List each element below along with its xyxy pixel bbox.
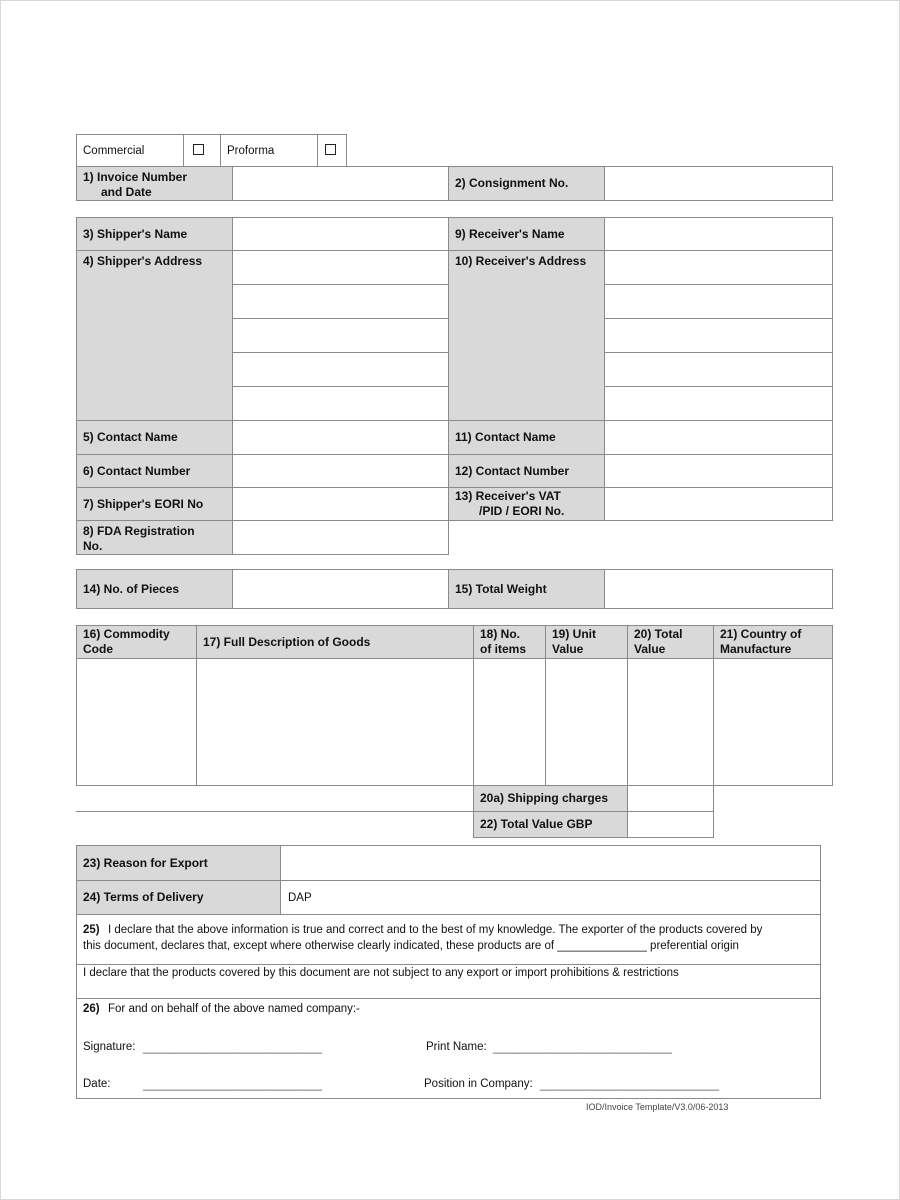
total-value-gbp-field[interactable] [627,811,714,838]
terms-of-delivery-value: DAP [288,892,312,904]
commodity-code-cell[interactable] [76,658,197,786]
shipper-address-line[interactable] [232,250,449,285]
template-reference: IOD/Invoice Template/V3.0/06-2013 [586,1102,729,1112]
proforma-checkbox-cell [317,134,347,167]
receiver-contact-number-field[interactable] [604,454,833,488]
shipper-address-label: 4) Shipper's Address [76,250,233,421]
declaration-text-line-1: I declare that the above information is true and correct and to the best of my knowledge. The exporter of the products covered by [108,924,763,936]
prohibitions-box [76,964,821,999]
shipping-charges-field[interactable] [627,785,714,812]
no-of-items-header: 18) No. of items [473,625,546,659]
contact-name-label: 5) Contact Name [76,420,233,455]
receiver-name-field[interactable] [604,217,833,251]
receiver-address-line[interactable] [604,386,833,421]
reason-for-export-field[interactable] [280,845,821,881]
receiver-address-line[interactable] [604,250,833,285]
signoff-number: 26) [83,1003,100,1015]
invoice-number-field[interactable] [232,166,449,201]
country-of-manufacture-cell[interactable] [713,658,833,786]
commercial-label: Commercial [83,145,145,157]
fda-registration-label: 8) FDA Registration No. [76,520,233,555]
declaration-text-line-2: this document, declares that, except where otherwise clearly indicated, these products are of ______________ preferential origin [83,940,739,952]
shipper-address-line[interactable] [232,284,449,319]
shipper-eori-label: 7) Shipper's EORI No [76,487,233,521]
commercial-checkbox-cell [183,134,221,167]
declaration-box [76,914,821,965]
receiver-address-label: 10) Receiver's Address [448,250,605,421]
total-weight-field[interactable] [604,569,833,609]
signoff-box [76,998,821,1099]
prohibitions-text: I declare that the products covered by this document are not subject to any export or import prohibitions & restrictions [83,967,679,979]
contact-number-label: 6) Contact Number [76,454,233,488]
country-of-manufacture-header: 21) Country of Manufacture [713,625,833,659]
receiver-vat-field[interactable] [604,487,833,521]
proforma-option [220,134,318,167]
receiver-address-line[interactable] [604,318,833,353]
print-name-label: Print Name: [426,1041,487,1053]
receiver-address-line[interactable] [604,284,833,319]
terms-of-delivery-label: 24) Terms of Delivery [76,880,281,915]
receiver-address-line[interactable] [604,352,833,387]
shipper-name-field[interactable] [232,217,449,251]
shipper-address-line[interactable] [232,318,449,353]
commercial-option [76,134,184,167]
shipper-name-label: 3) Shipper's Name [76,217,233,251]
consignment-label: 2) Consignment No. [448,166,605,201]
invoice-number-label: 1) Invoice Number and Date [76,166,233,201]
commodity-code-header: 16) Commodity Code [76,625,197,659]
date-label: Date: [83,1078,111,1090]
signature-label: Signature: [83,1041,136,1053]
total-value-cell[interactable] [627,658,714,786]
total-value-gbp-label: 22) Total Value GBP [473,811,628,838]
shipper-address-line[interactable] [232,352,449,387]
proforma-checkbox[interactable] [325,144,336,155]
description-header: 17) Full Description of Goods [196,625,474,659]
consignment-field[interactable] [604,166,833,201]
shipper-contact-name-field[interactable] [232,420,449,455]
total-value-header: 20) Total Value [627,625,714,659]
reason-for-export-label: 23) Reason for Export [76,845,281,881]
fda-registration-field[interactable] [232,520,449,555]
signoff-intro: For and on behalf of the above named company:- [108,1003,360,1015]
table-rule [76,811,474,812]
receiver-contact-name-label: 11) Contact Name [448,420,605,455]
description-cell[interactable] [196,658,474,786]
signature-line[interactable]: ____________________________ [143,1042,323,1054]
no-of-items-cell[interactable] [473,658,546,786]
receiver-contact-number-label: 12) Contact Number [448,454,605,488]
print-name-line[interactable]: ____________________________ [493,1042,673,1054]
receiver-vat-label: 13) Receiver's VAT /PID / EORI No. [448,487,605,521]
terms-of-delivery-field[interactable] [280,880,821,915]
position-label: Position in Company: [424,1078,533,1090]
no-of-pieces-label: 14) No. of Pieces [76,569,233,609]
proforma-label: Proforma [227,145,275,157]
unit-value-header: 19) Unit Value [545,625,628,659]
unit-value-cell[interactable] [545,658,628,786]
receiver-contact-name-field[interactable] [604,420,833,455]
commercial-checkbox[interactable] [193,144,204,155]
shipper-address-line[interactable] [232,386,449,421]
shipper-contact-number-field[interactable] [232,454,449,488]
total-weight-label: 15) Total Weight [448,569,605,609]
no-of-pieces-field[interactable] [232,569,449,609]
receiver-name-label: 9) Receiver's Name [448,217,605,251]
date-line[interactable]: ____________________________ [143,1079,323,1091]
shipper-eori-field[interactable] [232,487,449,521]
position-line[interactable]: ____________________________ [540,1079,720,1091]
declaration-number: 25) [83,924,100,936]
shipping-charges-label: 20a) Shipping charges [473,785,628,812]
